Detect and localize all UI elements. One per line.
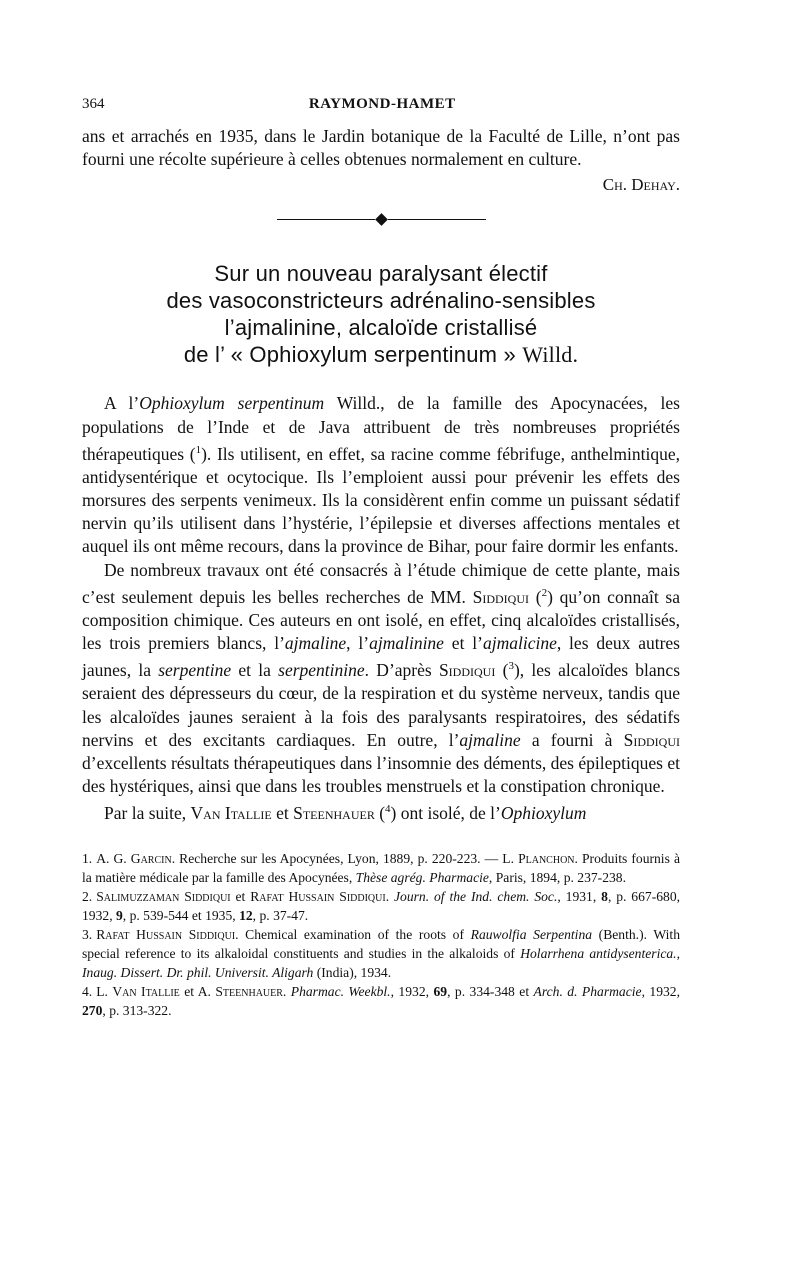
body-paragraph: A l’Ophioxylum serpentinum Willd., de la famille des Apocynacées, les populations de l’Inde et de Java attribuent de très nombreuses propriétés thérapeutiques ($^1$). Ils utilisent, en effet, sa racine comme fébrifuge, anthelmintique, antidysentérique et ocytocique. Ils l’emploient aussi pour prévenir les effets des morsures des serpents venimeux. Ils la considèrent enfin comme un puissant sédatif nervin qu’ils utilisent dans l’hystérie, l’épilepsie et diverses affections mentales et auquel ils ont même recours, dans la province de Bihar, pour faire dormir les enfants. xyxy=(82,393,680,557)
footnote-ref[interactable]: 3 xyxy=(508,660,514,673)
footnote-2: 2. Salimuzzaman Siddiqui et Rafat Hussain Siddiqui. Journ. of the Ind. chem. Soc., 1931, 8, p. 667-680, 1932, 9, p. 539-544 et 1935, 12, p. 37-47. xyxy=(82,889,681,924)
footnote-1: 1. A. G. Garcin. Recherche sur les Apocynées, Lyon, 1889, p. 220-223. — L. Planchon. Produits fournis à la matière médicale par la famille des Apocynées, Thèse agrég. Pharmacie, Paris, 1894, p. 237-238. xyxy=(82,851,680,886)
footnote-ref[interactable]: 4 xyxy=(385,803,391,816)
body-paragraph: Par la suite, Van Itallie et Steenhauer ($^4$) ont isolé, de l’Ophioxylum xyxy=(104,803,587,824)
footnote-4: 4. L. Van Itallie et A. Steenhauer. Pharmac. Weekbl., 1932, 69, p. 334-348 et Arch. d. Pharmacie, 1932, 270, p. 313-322. xyxy=(82,984,681,1019)
separator-line-left xyxy=(277,219,375,220)
page xyxy=(82,96,680,1020)
page-number: 364 xyxy=(82,96,105,112)
footnote-3: 3. Rafat Hussain Siddiqui. Chemical examination of the roots of Rauwolfia Serpentina (Benth.). With special reference to its alkaloidal constituents and studies in the alkaloids of Holarrhena antidysenterica., Inaug. Dissert. Dr. phil. Universit. Aligarh (India), 1934. xyxy=(82,927,681,981)
author-signature: Ch. Dehay. xyxy=(602,175,680,195)
article-title xyxy=(82,260,680,368)
article-title-line: de l’ « Ophioxylum serpentinum » Willd. xyxy=(183,342,579,368)
article-title-line: l’ajmalinine, alcaloïde cristallisé xyxy=(224,315,538,341)
running-header xyxy=(82,96,680,113)
running-title: RAYMOND-HAMET xyxy=(308,96,456,112)
article-title-line: des vasoconstricteurs adrénalino-sensibles xyxy=(166,288,596,314)
footnote-ref[interactable]: 2 xyxy=(541,586,548,599)
article-title-line: Sur un nouveau paralysant électif xyxy=(214,261,548,287)
diamond-ornament-icon xyxy=(375,214,388,227)
body-paragraph: De nombreux travaux ont été consacrés à l’étude chimique de cette plante, mais c’est seulement depuis les belles recherches de MM. Siddiqui ($^2$) qu’on connaît sa composition chimique. Ces auteurs en ont isolé, en effet, cinq alcaloïdes cristallisés, les trois premiers blancs, l’ajmaline, l’ajmalinine et l’ajmalicine, les deux autres jaunes, la serpentine et la serpentinine. D’après Siddiqui ($^3$), les alcaloïdes blancs seraient des dépresseurs du cœur, de la respiration et du système nerveux, tandis que les alcaloïdes jaunes seraient à la fois des paralysants respiratoires, des sédatifs nervins et des excitants cardiaques. En outre, l’ajmaline a fourni à Siddiqui d’excellents résultats thérapeutiques dans l’insomnie des déments, des épileptiques et des hystériques, ainsi que dans les troubles menstruels et la constipation chronique. xyxy=(82,559,681,797)
section-separator xyxy=(82,215,680,224)
carryover-paragraph: ans et arrachés en 1935, dans le Jardin botanique de la Faculté de Lille, n’ont pas fourni une récolte supérieure à celles obtenues normalement en culture. xyxy=(82,126,680,170)
footnotes xyxy=(82,849,680,1020)
footnote-ref[interactable]: 1 xyxy=(195,443,202,456)
separator-line-right xyxy=(388,219,486,220)
